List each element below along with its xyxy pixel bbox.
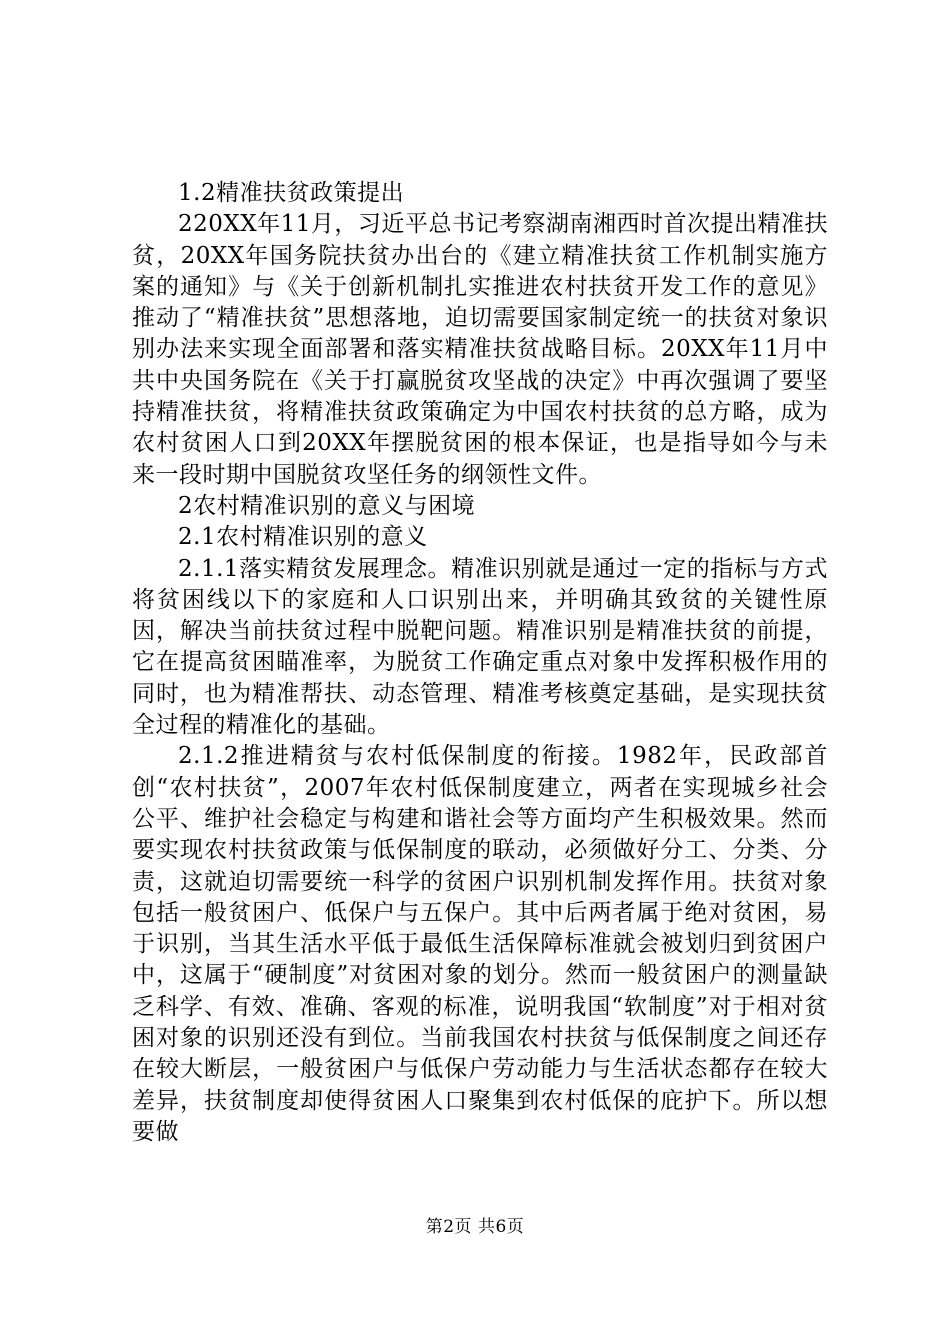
page-footer: 第2页 共6页 [425, 1217, 525, 1237]
section-heading-2-1: 2.1农村精准识别的意义 [178, 524, 428, 551]
section-heading-2: 2农村精准识别的意义与困境 [178, 492, 476, 519]
section-heading-1-2: 1.2精准扶贫政策提出 [178, 180, 405, 206]
paragraph-policy: 220XX年11月，习近平总书记考察湖南湘西时首次提出精准扶贫，20XX年国务院扶贫办出台的《建立精准扶贫工作机制实施方案的通知》与《关于创新机制扎实推进农村扶贫开发工作的意见》推动了“精准扶贫”思想落地，迫切需要国家制定统一的扶贫对象识别办法来实现全面部署和落实精准扶贫战略目标。20XX年11月中共中央国务院在《关于打赢脱贫攻坚战的决定》中再次强调了要坚持精准扶贫，将精准扶贫政策确定为中国农村扶贫的总方略，成为农村贫困人口到20XX年摆脱贫困的根本保证，也是指导如今与未来一段时期中国脱贫攻坚任务的纲领性文件。 [132, 211, 828, 488]
paragraph-2-1-2: 2.1.2推进精贫与农村低保制度的衔接。1982年，民政部首创“农村扶贫”，2007年农村低保制度建立，两者在实现城乡社会公平、维护社会稳定与构建和谐社会等方面均产生积极效果。然而要实现农村扶贫政策与低保制度的联动，必须做好分工、分类、分责，这就迫切需要统一科学的贫困户识别机制发挥作用。扶贫对象包括一般贫困户、低保户与五保户。其中后两者属于绝对贫困，易于识别，当其生活水平低于最低生活保障标准就会被划归到贫困户中，这属于“硬制度”对贫困对象的划分。然而一般贫困户的测量缺乏科学、有效、准确、客观的标准，说明我国“软制度”对于相对贫困对象的识别还没有到位。当前我国农村扶贫与低保制度之间还存在较大断层，一般贫困户与低保户劳动能力与生活状态都存在较大差异，扶贫制度却使得贫困人口聚集到农村低保的庇护下。所以想要做 [132, 743, 828, 1145]
paragraph-2-1-1: 2.1.1落实精贫发展理念。精准识别就是通过一定的指标与方式将贫困线以下的家庭和人口识别出来，并明确其致贫的关键性原因，解决当前扶贫过程中脱靶问题。精准识别是精准扶贫的前提，它在提高贫困瞄准率，为脱贫工作确定重点对象中发挥积极作用的同时，也为精准帮扶、动态管理、精准考核奠定基础，是实现扶贫全过程的精准化的基础。 [132, 555, 828, 739]
document-body [132, 178, 828, 1148]
